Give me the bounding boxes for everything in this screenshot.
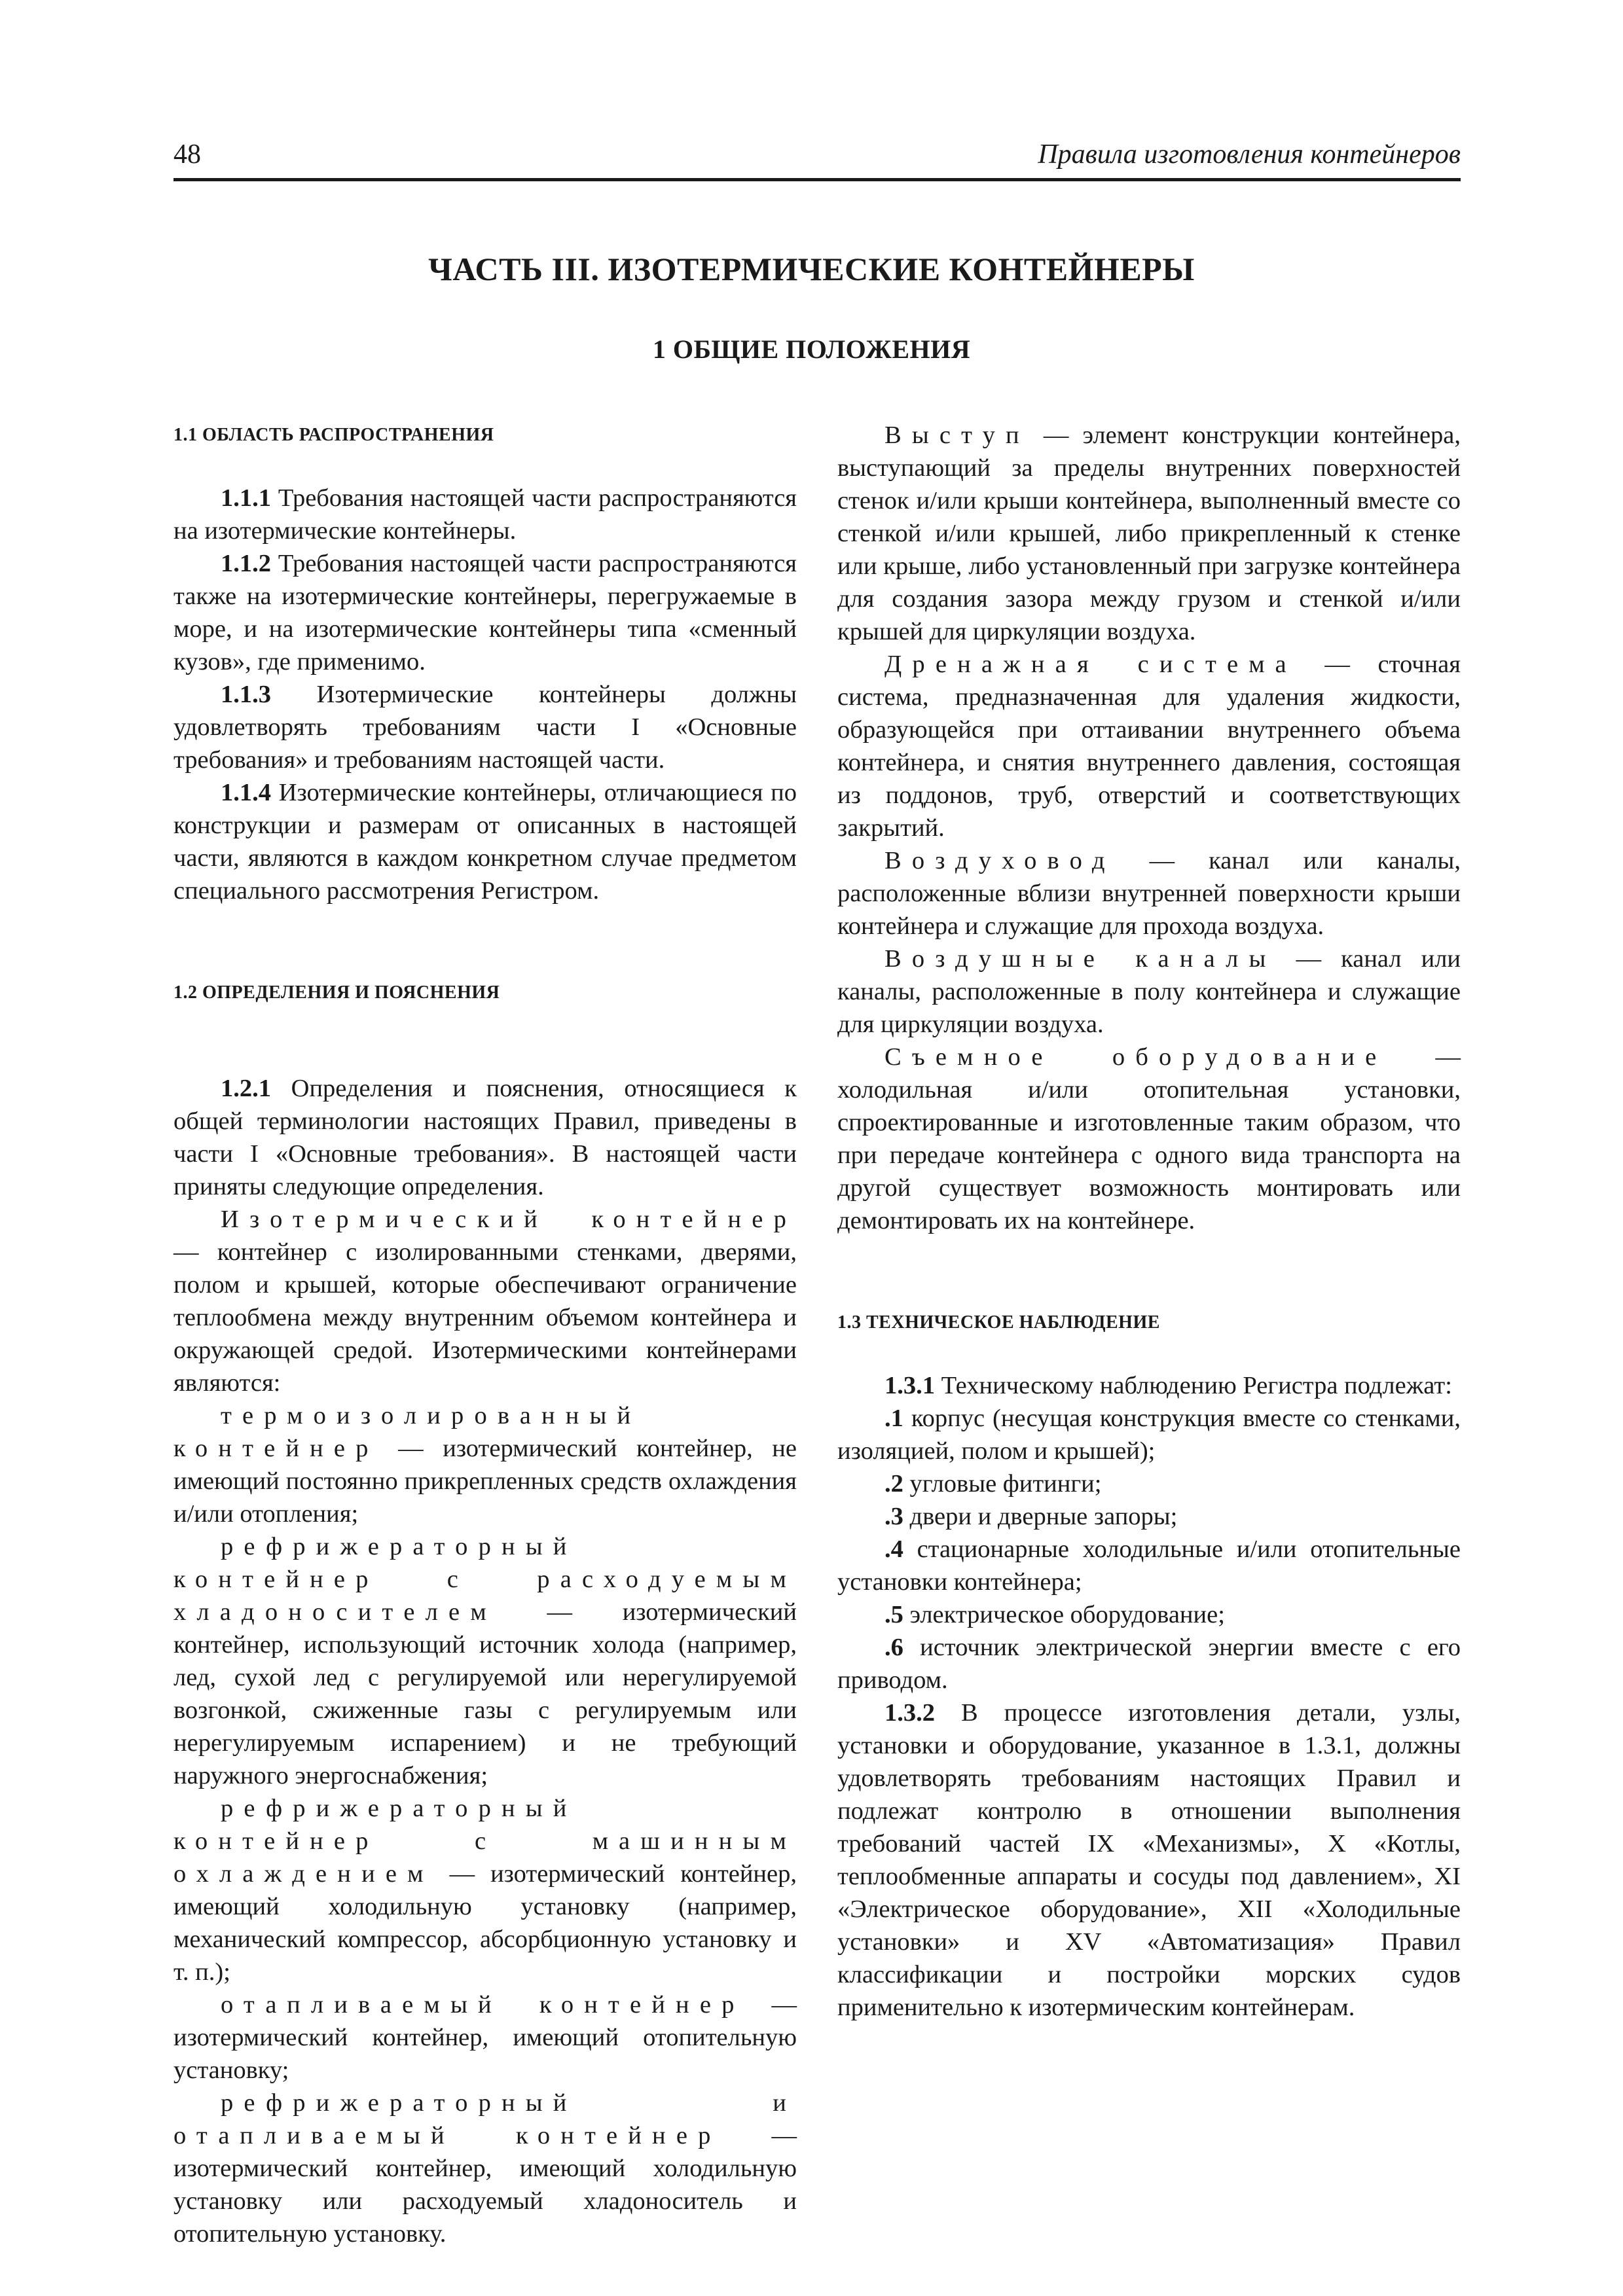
definition-term: Изотермический контейнер: [221, 1206, 797, 1233]
paragraph-1-3-2: [837, 1696, 1461, 2024]
definition-term: рефрижераторный контейнер с машинным охлаждением: [173, 1795, 797, 1888]
paragraph-text: Требования настоящей части распространяются также на изотермические контейнеры, перегружаемые в море, и на изотермические контейнеры типа «сменный кузов», где применимо.: [173, 550, 797, 675]
chapter-title: 1 ОБЩИЕ ПОЛОЖЕНИЯ: [652, 334, 971, 364]
definition-term: рефрижераторный и отапливаемый контейнер: [173, 2089, 797, 2149]
section-heading-1-1: 1.1 ОБЛАСТЬ РАСПРОСТРАНЕНИЯ: [173, 425, 494, 445]
definition-text: — изотермический контейнер, имеющий холодильную установку (например, механический компрессор, абсорбционную установку и т. п.);: [173, 1860, 797, 1986]
list-item: [837, 1467, 1461, 1500]
paragraph-text: Изотермические контейнеры должны удовлетворять требованиям части I «Основные требования» и требованиям настоящей части.: [173, 681, 797, 774]
definition-term: Съемное оборудование: [884, 1043, 1387, 1071]
paragraph-number: 1.2.1: [221, 1075, 271, 1102]
list-item: [837, 1631, 1461, 1696]
paragraph-number: 1.1.3: [221, 681, 271, 708]
definition-drainage-system: [837, 648, 1461, 844]
right-column: [837, 419, 1461, 2024]
header-rule: [173, 178, 1461, 181]
definition-text: — канал или каналы, расположенные вблизи внутренней поверхности крыши контейнера и служащие для прохода воздуха.: [837, 847, 1461, 940]
paragraph-1-1-4: [173, 776, 797, 907]
paragraph-1-1-3: [173, 678, 797, 776]
running-title: Правила изготовления контейнеров: [1038, 139, 1461, 170]
list-item-number: .4: [884, 1535, 903, 1563]
definition-text: — изотермический контейнер, имеющий холодильную установку или расходуемый хладоноситель и отопительную установку.: [173, 2122, 797, 2248]
definition-text: — элемент конструкции контейнера, выступающий за пределы внутренних поверхностей стенок и/или крыши контейнера, выполненный вместе со стенкой и/или крышей, либо прикрепленный к стенке или крыше, либо установленный при загрузке контейнера для создания зазора между грузом и стенкой и/или крышей для циркуляции воздуха.: [837, 422, 1461, 645]
list-item-number: .2: [884, 1470, 903, 1498]
definition-text: — контейнер с изолированными стенками, дверями, полом и крышей, которые обеспечивают ограничение теплообмена между внутренним объемом контейнера и окружающей средой. Изотермическими контейнерами являются:: [173, 1238, 797, 1397]
definition-air-channels: [837, 942, 1461, 1041]
left-column: [173, 419, 797, 2250]
definition-insulated: [173, 1399, 797, 1530]
definition-text: — канал или каналы, расположенные в полу контейнера и служащие для циркуляции воздуха.: [837, 945, 1461, 1038]
definition-term: Выступ: [884, 422, 1030, 449]
paragraph-text: Определения и пояснения, относящиеся к общей терминологии настоящих Правил, приведены в части I «Основные требования». В настоящей части приняты следующие определения.: [173, 1075, 797, 1200]
part-title: ЧАСТЬ III. ИЗОТЕРМИЧЕСКИЕ КОНТЕЙНЕРЫ: [428, 251, 1195, 287]
paragraph-text: Изотермические контейнеры, отличающиеся по конструкции и размерам от описанных в настоящей части, являются в каждом конкретном случае предметом специального рассмотрения Регистром.: [173, 779, 797, 905]
definition-text: — изотермический контейнер, не имеющий постоянно прикрепленных средств охлаждения и/или отопления;: [173, 1435, 797, 1528]
list-item-number: .1: [884, 1405, 903, 1432]
definition-text: — холодильная и/или отопительная установки, спроектированные и изготовленные таким образом, что при передаче контейнера с одного вида транспорта на другой существует возможность монтировать или демонтировать их на контейнере.: [837, 1043, 1461, 1234]
paragraph-text: Требования настоящей части распространяются на изотермические контейнеры.: [173, 484, 797, 545]
definition-heated: [173, 1988, 797, 2087]
paragraph-number: 1.3.2: [884, 1699, 935, 1727]
definition-mechanically-refrigerated: [173, 1792, 797, 1988]
list-item-text: корпус (несущая конструкция вместе со стенками, изоляцией, полом и крышей);: [837, 1405, 1461, 1465]
list-item-number: .3: [884, 1503, 903, 1530]
definition-term: рефрижераторный контейнер с расходуемым хладоносителем: [173, 1533, 797, 1626]
definition-air-duct: [837, 844, 1461, 942]
definition-refrigerated-and-heated: [173, 2087, 797, 2250]
definition-text: — изотермический контейнер, имеющий отопительную установку;: [173, 1991, 797, 2084]
definition-text: — сточная система, предназначенная для удаления жидкости, образующейся при оттаивании внутреннего объема контейнера, и снятия внутреннего давления, состоящая из поддонов, труб, отверстий и соответствующих закрытий.: [837, 651, 1461, 842]
paragraph-number: 1.1.4: [221, 779, 271, 806]
paragraph-text: В процессе изготовления детали, узлы, установки и оборудование, указанное в 1.3.1, должны удовлетворять требованиям настоящих Правил и подлежат контролю в отношении выполнения требований частей IX «Механизмы», X «Котлы, теплообменные аппараты и сосуды под давлением», XI «Электрическое оборудование», XII «Холодильные установки» и XV «Автоматизация» Правил классификации и постройки морских судов применительно к изотермическим контейнерам.: [837, 1699, 1461, 2021]
list-item: [837, 1598, 1461, 1631]
paragraph-1-1-1: [173, 482, 797, 547]
section-heading-1-2: 1.2 ОПРЕДЕЛЕНИЯ И ПОЯСНЕНИЯ: [173, 982, 500, 1003]
paragraph-number: 1.1.1: [221, 484, 271, 512]
definition-projection: [837, 419, 1461, 648]
paragraph-1-3-1: [837, 1369, 1461, 1402]
list-item: [837, 1500, 1461, 1533]
paragraph-number: 1.1.2: [221, 550, 271, 577]
paragraph-1-2-1: [173, 1072, 797, 1203]
definition-term: отапливаемый контейнер: [221, 1991, 745, 2018]
list-item-text: стационарные холодильные и/или отопительные установки контейнера;: [837, 1535, 1461, 1596]
list-item-number: .6: [884, 1634, 903, 1661]
definition-removable-equipment: [837, 1041, 1461, 1237]
page-number: 48: [173, 139, 201, 170]
definition-expendable-refrigerant: [173, 1530, 797, 1792]
list-item: [837, 1533, 1461, 1598]
paragraph-number: 1.3.1: [884, 1372, 935, 1399]
definition-term: термоизолированный контейнер: [173, 1402, 642, 1462]
list-item-text: электрическое оборудование;: [909, 1601, 1225, 1628]
definition-text: — изотермический контейнер, использующий источник холода (например, лед, сухой лед с регулируемой или нерегулируемой возгонкой, сжиженные газы с регулируемым или нерегулируемым испарением) и не требующий наружного энергоснабжения;: [173, 1598, 797, 1789]
list-item-text: угловые фитинги;: [909, 1470, 1102, 1498]
definition-term: Воздушные каналы: [884, 945, 1277, 973]
list-item-number: .5: [884, 1601, 903, 1628]
section-heading-1-3: 1.3 ТЕХНИЧЕСКОЕ НАБЛЮДЕНИЕ: [837, 1312, 1160, 1333]
paragraph-text: Техническому наблюдению Регистра подлежат:: [941, 1372, 1452, 1399]
paragraph-1-1-2: [173, 547, 797, 678]
list-item-text: источник электрической энергии вместе с его приводом.: [837, 1634, 1461, 1694]
list-item: [837, 1402, 1461, 1467]
definition-term: Воздуховод: [884, 847, 1116, 874]
definition-term: Дренажная система: [884, 651, 1297, 678]
definition-isothermal: [173, 1203, 797, 1399]
list-item-text: двери и дверные запоры;: [909, 1503, 1178, 1530]
